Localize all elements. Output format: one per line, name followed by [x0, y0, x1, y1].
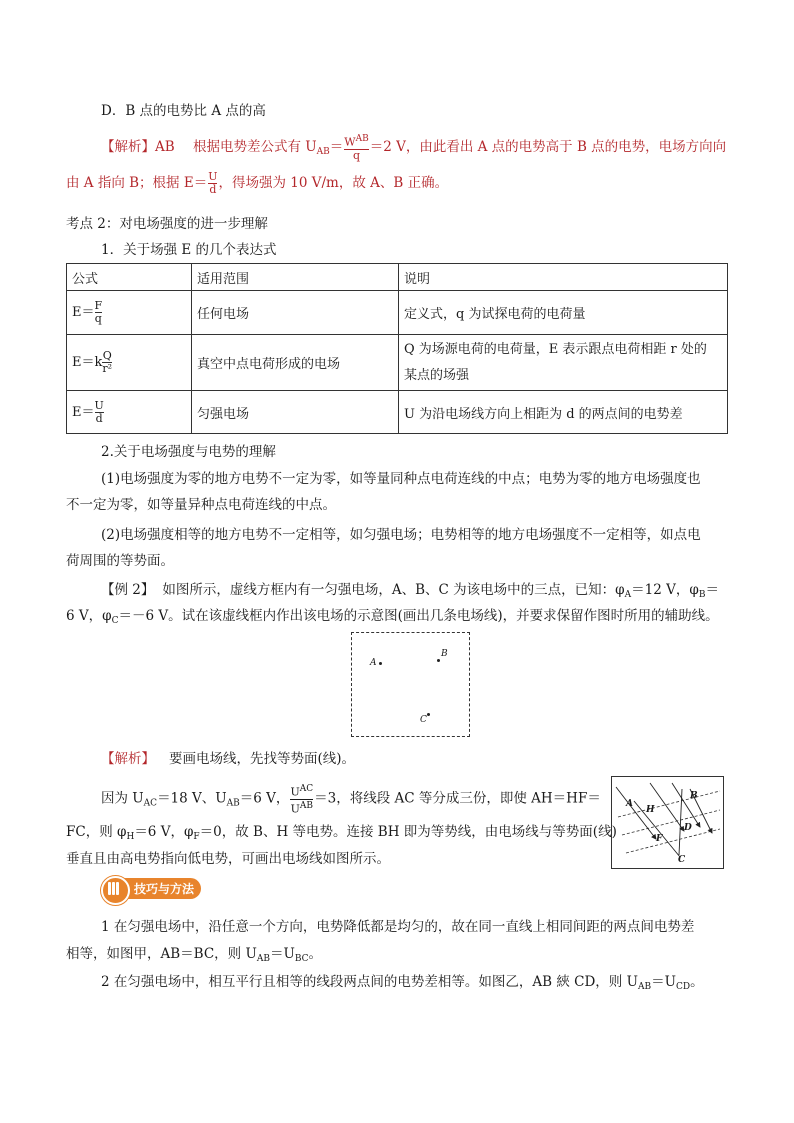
diag-label-f: F: [656, 834, 663, 844]
table-row: [67, 391, 728, 434]
label-a: A: [370, 658, 377, 668]
section-heading: 考点 2：对电场强度的进一步理解: [66, 216, 268, 232]
paragraph-2a: (2)电场强度相等的地方电势不一定相等，如匀强电场；电势相等的地方电场强度不一定相等，如点电: [101, 527, 701, 543]
option-d: D．B 点的电势比 A 点的高: [101, 103, 266, 119]
books-icon: [108, 882, 120, 895]
table-cell-scope: 真空中点电荷形成的电场: [192, 335, 399, 391]
point-b: [437, 659, 440, 662]
paragraph-1b: 不一定为零，如等量异种点电荷连线的中点。: [66, 497, 336, 513]
analysis-answer: AB: [155, 138, 175, 155]
example-line-2: 6 V，$\varphi_C=-6$ V。试在该虚线框内作出该电场的示意图(画出几条电场线)，并要求保留作图时所用的辅助线。: [66, 608, 719, 626]
analysis-2-line-4: 垂直且由高电势指向低电势，可画出电场线如图所示。: [66, 851, 390, 867]
table-cell-scope: 匀强电场: [192, 391, 399, 434]
example-line-1: 【例 2】 如图所示，虚线方框内有一匀强电场，A、B、C 为该电场中的三点，已知：$\varphi_A=12$ V，$\varphi_B=$: [101, 582, 719, 600]
table-header: 适用范围: [192, 264, 399, 291]
analysis-2-line-3: FC，则 $\varphi_H=6$ V，$\varphi_F=0$，故 B、H 等电势。连接 BH 即为等势线，由电场线与等势面(线): [66, 824, 617, 842]
diag-label-d: D: [684, 823, 692, 833]
field-figure-box: [351, 632, 470, 737]
analysis-1-line-1: 【解析】AB 根据电势差公式有 $U_{AB}=$ $\frac{W^{AB}}{q}$ ＝2 V，由此看出 A 点的电势高于 B 点的电势，电场方向向: [101, 134, 727, 162]
tip-1b: 相等，如图甲，AB＝BC，则 $U_{AB}=U_{BC}$。: [66, 946, 323, 964]
subheading-2: 2.关于电场强度与电势的理解: [101, 444, 276, 460]
fraction-w-over-q: $\frac{W^{AB}}{q}$: [344, 134, 369, 162]
subheading-1: 1．关于场强 E 的几个表达式: [101, 242, 277, 258]
analysis-2-line-1: 【解析】 要画电场线，先找等势面(线)。: [101, 751, 356, 767]
field-lines-diagram: [611, 776, 724, 869]
point-c: [427, 713, 430, 716]
tip-2: 2 在匀强电场中，相互平行且相等的线段两点间的电势差相等。如图乙，AB 綊 CD，则 $U_{AB}=U_{CD}$。: [101, 974, 704, 992]
analysis-label: 【解析】: [101, 138, 155, 155]
diag-label-b: B: [690, 791, 698, 801]
table-header: 公式: [67, 264, 192, 291]
example-label: 【例 2】: [101, 582, 155, 598]
diag-label-c: C: [678, 855, 686, 865]
table-cell-formula: E＝ $\frac{F}{q}$: [67, 291, 192, 335]
table-cell-note: U 为沿电场线方向上相距为 d 的两点间的电势差: [399, 391, 728, 434]
table-header-row: [67, 264, 728, 291]
analysis-1-line-2: 由 A 指向 B；根据 E＝ $\frac{U}{d}$ ，得场强为 10 V/m，故 A、B 正确。: [66, 170, 449, 196]
table-cell-formula: E＝ $\frac{U}{d}$: [67, 391, 192, 434]
fraction-uac-over-uab: $\frac{U^{AC}}{U^{AB}}$: [290, 784, 314, 816]
fraction-u-over-d: $\frac{U}{d}$: [208, 170, 218, 196]
table-header: 说明: [399, 264, 728, 291]
table-row: [67, 335, 728, 391]
field-lines-svg: [612, 777, 723, 868]
diag-label-a: A: [626, 799, 633, 809]
label-c: C: [420, 715, 427, 725]
analysis-2-line-2: 因为 $U_{AC}=18$ V、$U_{AB}=6$ V， $\frac{U^{AC}}{U^{AB}}$ ＝3，将线段 AC 等分成三份，即使 AH＝HF＝: [101, 784, 601, 816]
paragraph-1a: (1)电场强度为零的地方电势不一定为零，如等量同种点电荷连线的中点；电势为零的地方电场强度也: [101, 471, 701, 487]
table-cell-formula: E＝k $\frac{Q}{\text{r²}}$: [67, 335, 192, 391]
formula-table: [66, 263, 728, 434]
diag-label-h: H: [646, 805, 655, 815]
paragraph-2b: 荷周围的等势面。: [66, 553, 174, 569]
table-row: [67, 291, 728, 335]
table-cell-note: Q 为场源电荷的电荷量，E 表示跟点电荷相距 r 处的 某点的场强: [399, 335, 728, 391]
tip-1a: 1 在匀强电场中，沿任意一个方向，电势降低都是均匀的，故在同一直线上相同间距的两点间电势差: [101, 919, 695, 935]
label-b: B: [441, 649, 448, 659]
table-cell-note: 定义式，q 为试探电荷的电荷量: [399, 291, 728, 335]
point-a: [379, 662, 382, 665]
tips-badge: 技巧与方法: [101, 876, 203, 901]
table-cell-scope: 任何电场: [192, 291, 399, 335]
